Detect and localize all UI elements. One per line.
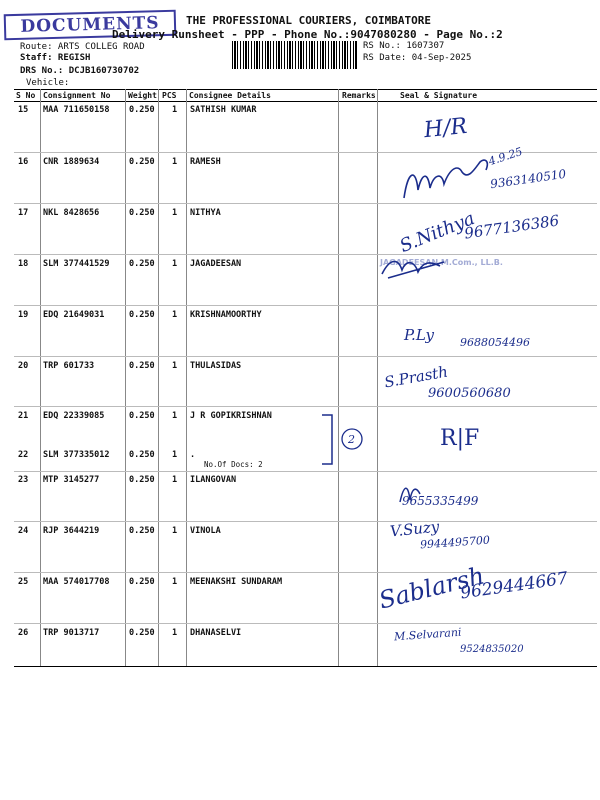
staff-text: Staff: REGISH (20, 53, 91, 63)
col-divider (186, 89, 187, 666)
rs-date: RS Date: 04-Sep-2025 (363, 53, 472, 63)
signature-row20-phone: 9600560680 (428, 386, 511, 401)
signature-row15: H/R (422, 113, 469, 144)
signature-row16-phone: 9363140510 (489, 166, 567, 192)
row-weight: 0.250 (129, 475, 155, 485)
signature-row17-name: S.Nithya (396, 208, 478, 257)
row-consignee: NITHYA (190, 208, 221, 218)
row-consignment: MAA 574017708 (43, 577, 110, 587)
vehicle-text: Vehicle: (26, 78, 70, 88)
signature-row25-phone: 9629444667 (459, 568, 570, 604)
row-divider (14, 406, 597, 407)
row-divider (14, 356, 597, 357)
row-consignment: NKL 8428656 (43, 208, 100, 218)
rs-number: RS No.: 1607307 (363, 41, 445, 51)
col-divider (40, 89, 41, 666)
signature-row19-name: P.Ly (404, 326, 434, 344)
row-weight: 0.250 (129, 450, 155, 460)
signature-row24-name: V.Suzy (389, 517, 441, 541)
row-consignee: JAGADEESAN (190, 259, 242, 269)
signature-scribble-row18 (378, 254, 450, 286)
row-sno: 18 (18, 259, 29, 269)
row-weight: 0.250 (129, 157, 155, 167)
row-consignment: TRP 9013717 (43, 628, 100, 638)
signature-row25-name: Sablarsh (376, 561, 488, 615)
seal-text: JAGADEESAN M.Com., LL.B. (380, 258, 503, 267)
row-pcs: 1 (172, 628, 178, 638)
signature-row21: R|F (440, 426, 480, 451)
signature-row17-phone: 9677136386 (463, 211, 561, 243)
signature-row16-date: 4.9.25 (486, 144, 525, 169)
row-consignee: SATHISH KUMAR (190, 105, 257, 115)
signature-row24-phone: 9944495700 (419, 533, 491, 552)
row-weight: 0.250 (129, 310, 155, 320)
row-consignment: MAA 711650158 (43, 105, 110, 115)
row-consignment: EDQ 22339085 (43, 411, 105, 421)
row-consignee: THULASIDAS (190, 361, 242, 371)
row-divider (14, 254, 597, 255)
signature-row26-name: M.Selvarani (393, 625, 462, 644)
row-weight: 0.250 (129, 208, 155, 218)
table-bottom-border (14, 666, 597, 667)
row-consignee: MEENAKSHI SUNDARAM (190, 577, 283, 587)
row-pcs: 1 (172, 526, 178, 536)
row-pcs: 1 (172, 450, 178, 460)
row-pcs: 1 (172, 361, 178, 371)
row-consignment: TRP 601733 (43, 361, 95, 371)
row-pcs: 1 (172, 310, 178, 320)
col-divider (158, 89, 159, 666)
row-consignee: DHANASELVI (190, 628, 242, 638)
row-weight: 0.250 (129, 411, 155, 421)
table-top-border (14, 89, 597, 90)
row-weight: 0.250 (129, 628, 155, 638)
row-consignee: . (190, 450, 196, 460)
col-divider (377, 89, 378, 666)
col-divider (125, 89, 126, 666)
row-divider (14, 572, 597, 573)
row-consignee: VINOLA (190, 526, 221, 536)
row-pcs: 1 (172, 208, 178, 218)
col-divider (338, 89, 339, 666)
signature-row20-name: S.Prasth (382, 362, 450, 392)
row-sno: 26 (18, 628, 29, 638)
row-divider (14, 471, 597, 472)
row-sno: 19 (18, 310, 29, 320)
row-weight: 0.250 (129, 577, 155, 587)
row-pcs: 1 (172, 157, 178, 167)
row-pcs: 1 (172, 577, 178, 587)
docs-count-note: No.Of Docs: 2 (204, 460, 263, 469)
row-divider (14, 623, 597, 624)
signature-scribble-row16 (398, 150, 498, 205)
col-header-weight: Weight (128, 91, 157, 100)
group-bracket (318, 412, 370, 470)
row-sno: 15 (18, 105, 29, 115)
row-pcs: 1 (172, 411, 178, 421)
row-pcs: 1 (172, 105, 178, 115)
company-title: THE PROFESSIONAL COURIERS, COIMBATORE (186, 14, 432, 27)
row-divider (14, 521, 597, 522)
row-sno: 16 (18, 157, 29, 167)
row-consignment: RJP 3644219 (43, 526, 100, 536)
row-weight: 0.250 (129, 105, 155, 115)
runsheet-title: Delivery Runsheet - PPP - Phone No.:9047080280 - Page No.:2 (112, 28, 503, 41)
row-consignment: CNR 1889634 (43, 157, 100, 167)
row-consignee: KRISHNAMOORTHY (190, 310, 262, 320)
row-sno: 21 (18, 411, 29, 421)
row-weight: 0.250 (129, 526, 155, 536)
row-consignee: ILANGOVAN (190, 475, 237, 485)
col-header-consignee: Consignee Details (189, 91, 271, 100)
row-sno: 23 (18, 475, 29, 485)
col-header-remarks: Remarks (342, 91, 376, 100)
row-divider (14, 203, 597, 204)
col-header-signature: Seal & Signature (400, 91, 478, 100)
barcode (232, 41, 357, 69)
row-consignment: SLM 377441529 (43, 259, 110, 269)
col-header-consignment: Consignment No (43, 91, 111, 100)
col-header-pcs: PCS (162, 91, 177, 100)
row-consignment: EDQ 21649031 (43, 310, 105, 320)
row-consignment: MTP 3145277 (43, 475, 100, 485)
documents-stamp: DOCUMENTS (4, 10, 177, 40)
row-consignment: SLM 377335012 (43, 450, 110, 460)
table-header-border (14, 101, 597, 102)
row-sno: 25 (18, 577, 29, 587)
row-weight: 0.250 (129, 259, 155, 269)
row-consignee: J R GOPIKRISHNAN (190, 411, 272, 421)
row-weight: 0.250 (129, 361, 155, 371)
signature-row19-phone: 9688054496 (460, 336, 530, 349)
row-divider (14, 305, 597, 306)
signature-row23-phone: 9655335499 (402, 494, 479, 508)
drs-number: DRS No.: DCJB160730702 (20, 66, 140, 76)
row-sno: 22 (18, 450, 29, 460)
row-sno: 17 (18, 208, 29, 218)
row-pcs: 1 (172, 475, 178, 485)
row-pcs: 1 (172, 259, 178, 269)
row-sno: 24 (18, 526, 29, 536)
col-header-sno: S No (16, 91, 36, 100)
signature-row26-phone: 9524835020 (460, 644, 524, 655)
row-sno: 20 (18, 361, 29, 371)
group-mark: 2 (348, 433, 355, 446)
route-text: Route: ARTS COLLEG ROAD (20, 42, 145, 52)
row-consignee: RAMESH (190, 157, 221, 167)
